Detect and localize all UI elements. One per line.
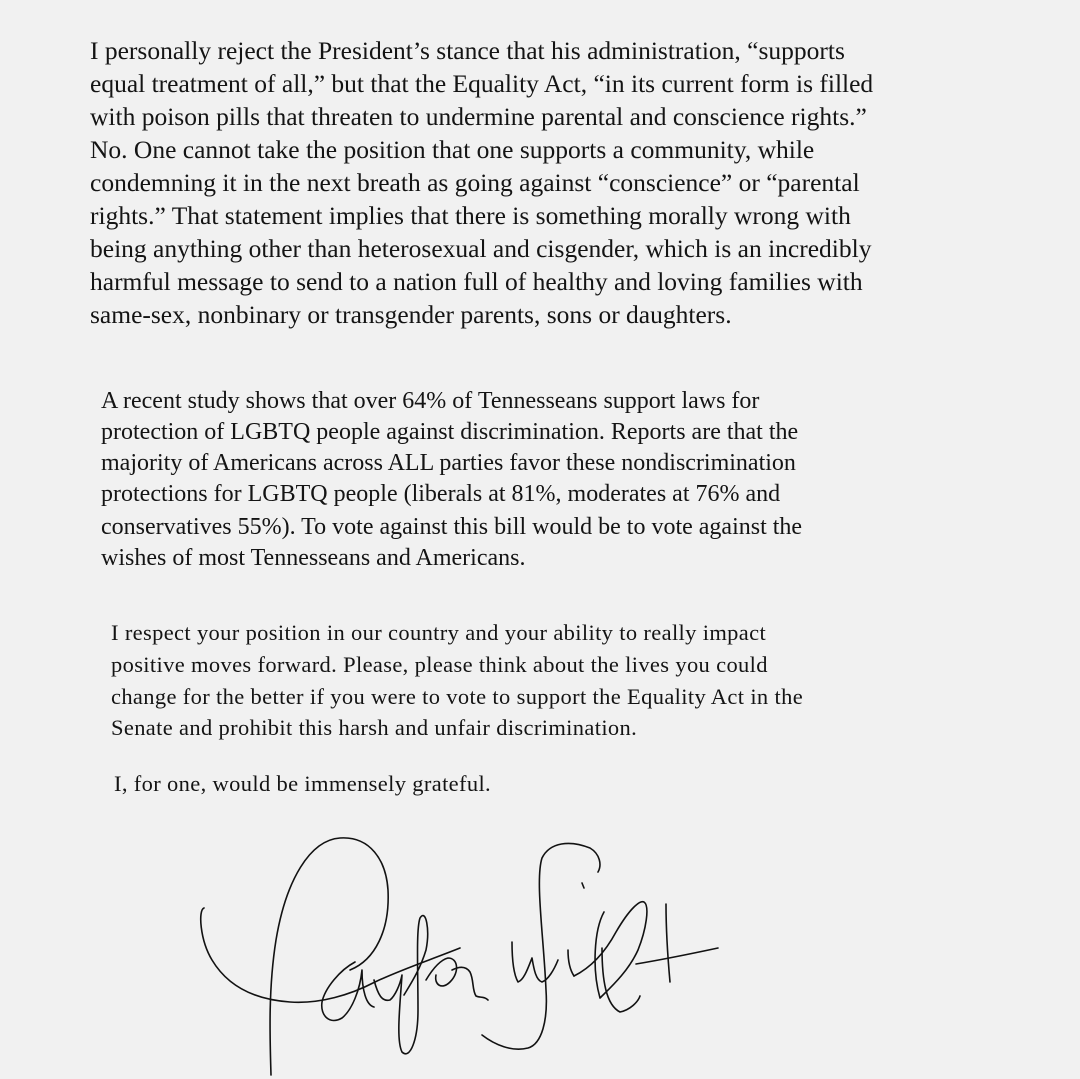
text-line: wishes of most Tennesseans and Americans.: [101, 545, 526, 571]
text-line: being anything other than heterosexual and cisgender, which is an incredibly: [90, 234, 872, 263]
text-line: majority of Americans across ALL parties favor these nondiscrimination: [101, 450, 796, 476]
text-line: A recent study shows that over 64% of Tennesseans support laws for: [101, 388, 760, 414]
text-line: Senate and prohibit this harsh and unfair discrimination.: [111, 715, 638, 740]
text-line: harmful message to send to a nation full of healthy and loving families with: [90, 267, 863, 296]
text-line: I respect your position in our country and your ability to really impact: [111, 620, 767, 645]
text-line: positive moves forward. Please, please think about the lives you could: [111, 652, 768, 677]
text-line: I, for one, would be immensely grateful.: [114, 771, 492, 796]
text-line: condemning it in the next breath as going against “conscience” or “parental: [90, 168, 860, 197]
text-line: No. One cannot take the position that one supports a community, while: [90, 135, 815, 164]
text-line: equal treatment of all,” but that the Equality Act, “in its current form is filled: [90, 69, 874, 98]
handwritten-signature-icon: [190, 820, 930, 1079]
text-line: with poison pills that threaten to undermine parental and conscience rights.”: [90, 102, 867, 131]
text-line: protections for LGBTQ people (liberals at 81%, moderates at 76% and: [101, 481, 781, 507]
text-line: conservatives 55%). To vote against this bill would be to vote against the: [101, 514, 803, 540]
text-line: rights.” That statement implies that there is something morally wrong with: [90, 201, 851, 230]
text-line: protection of LGBTQ people against discrimination. Reports are that the: [101, 419, 799, 445]
text-line: change for the better if you were to vote to support the Equality Act in the: [111, 684, 804, 709]
text-line: I personally reject the President’s stance that his administration, “supports: [90, 36, 845, 65]
text-line: same-sex, nonbinary or transgender parents, sons or daughters.: [90, 300, 732, 329]
